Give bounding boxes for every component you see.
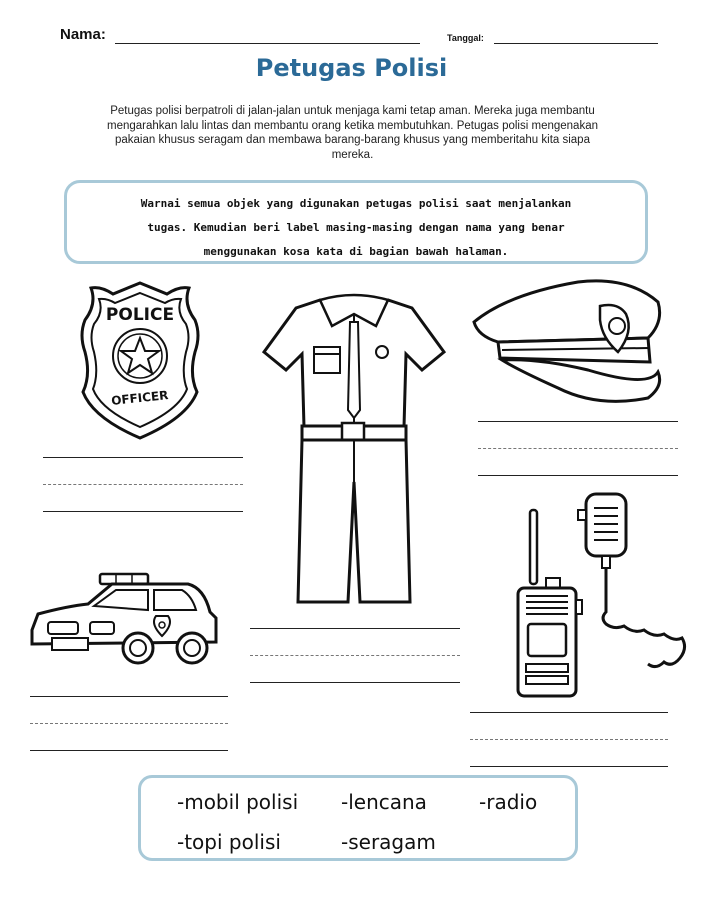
vocab-word-topi-polisi: -topi polisi: [177, 830, 281, 854]
name-field[interactable]: [115, 43, 420, 44]
radio-label-line-dashed: [470, 739, 668, 740]
vocab-word-lencana: -lencana: [341, 790, 427, 814]
badge-label-line-bottom[interactable]: [43, 511, 243, 512]
vocab-word-seragam: -seragam: [341, 830, 436, 854]
instructions-text: Warnai semua objek yang digunakan petugas polisi saat menjalankan tugas. Kemudian beri label masing-masing dengan nama yang benar menggunakan kosa kata di bagian bawah halaman.: [140, 197, 572, 258]
uniform-icon: [258, 292, 450, 604]
police-car-icon: [28, 570, 220, 670]
car-label-line-top[interactable]: [30, 696, 228, 697]
uniform-label-line-dashed: [250, 655, 460, 656]
uniform-label-line-bottom[interactable]: [250, 682, 460, 683]
date-field[interactable]: [494, 43, 658, 44]
badge-top-text: POLICE: [105, 305, 175, 325]
car-label-line-bottom[interactable]: [30, 750, 228, 751]
uniform-label-line-top[interactable]: [250, 628, 460, 629]
radio-label-line-bottom[interactable]: [470, 766, 668, 767]
vocab-word-radio: -radio: [479, 790, 538, 814]
page-title: Petugas Polisi: [255, 54, 448, 82]
badge-icon: [75, 280, 205, 440]
car-label-line-dashed: [30, 723, 228, 724]
name-label: Nama:: [60, 26, 106, 43]
hat-label-line-bottom[interactable]: [478, 475, 678, 476]
police-hat-icon: [468, 278, 664, 408]
vocabulary-box: [138, 775, 578, 861]
date-label: Tanggal:: [447, 33, 484, 43]
badge-label-line-top[interactable]: [43, 457, 243, 458]
hat-label-line-top[interactable]: [478, 421, 678, 422]
radio-label-line-top[interactable]: [470, 712, 668, 713]
badge-label-line-dashed: [43, 484, 243, 485]
hat-label-line-dashed: [478, 448, 678, 449]
radio-icon: [514, 492, 690, 700]
intro-paragraph: Petugas polisi berpatroli di jalan-jalan untuk menjaga kami tetap aman. Mereka juga membantu mengarahkan lalu lintas dan membantu orang ketika membutuhkan. Petugas polisi mengenakan pakaian khusus seragam dan membawa barang-barang khusus yang memberitahu kita siapa mereka.: [107, 105, 598, 161]
instructions-box: [64, 180, 648, 264]
vocab-word-mobil-polisi: -mobil polisi: [177, 790, 299, 814]
badge-bottom-text: OFFICER: [110, 388, 170, 408]
